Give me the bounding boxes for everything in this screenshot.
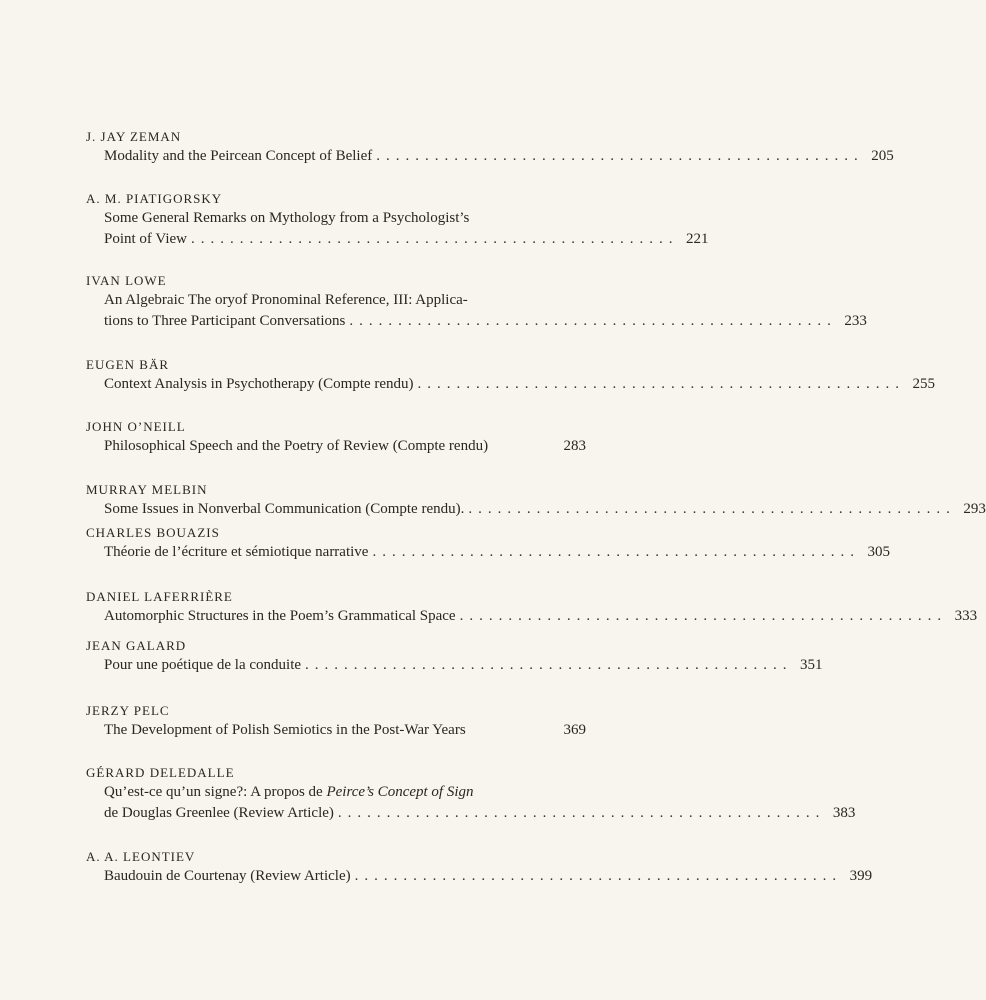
entry-title: Some Issues in Nonverbal Communication (Compte rendu). — [104, 501, 465, 517]
page-number: 305 — [867, 544, 890, 560]
page-number: 255 — [912, 376, 936, 392]
page-number: 293 — [963, 501, 986, 517]
entry-title-line — [104, 374, 936, 395]
leader-dots: .................................................. — [372, 544, 860, 560]
entry-author: A. M. PIATIGORSKY — [86, 191, 223, 206]
page-number: 233 — [844, 313, 867, 329]
entry-title: Théorie de l’écriture et sémiotique narrative — [104, 544, 369, 560]
page-number: 283 — [563, 438, 586, 454]
page-number: 221 — [686, 231, 709, 247]
toc-entry — [86, 848, 873, 887]
entry-title: tions to Three Participant Conversations — [104, 313, 346, 329]
leader-dots: .................................................. — [191, 231, 679, 247]
entry-title-line — [104, 866, 873, 887]
entry-title: Automorphic Structures in the Poem’s Grammatical Space — [104, 608, 456, 624]
entry-title-line — [104, 606, 978, 627]
page-number: 399 — [849, 868, 873, 884]
entry-title-line — [104, 436, 586, 457]
entry-title-line — [104, 290, 586, 311]
entry-author: J. JAY ZEMAN — [86, 129, 182, 144]
page-number: 369 — [563, 722, 586, 738]
leader-dots: .................................................. — [349, 313, 837, 329]
entry-title-text: Qu’est-ce qu’un signe?: A propos de — [104, 784, 327, 800]
entry-title: Modality and the Peircean Concept of Belief — [104, 148, 373, 164]
entry-author: GÉRARD DELEDALLE — [86, 765, 235, 780]
leader-dots: .................................................. — [376, 148, 864, 164]
entry-author: JERZY PELC — [86, 703, 170, 718]
toc-entry — [86, 764, 856, 824]
entry-title-line — [104, 229, 709, 250]
toc-entry — [86, 272, 867, 332]
toc-entry — [86, 356, 936, 395]
entry-title-line — [104, 720, 586, 741]
entry-title-line — [104, 311, 867, 332]
entry-author: IVAN LOWE — [86, 273, 167, 288]
leader-dots: .................................................. — [305, 657, 793, 673]
leader-dots: .................................................. — [337, 805, 826, 821]
toc-entry — [86, 190, 709, 250]
entry-title: Some General Remarks on Mythology from a Psychologist’s — [104, 210, 470, 226]
entry-title-line — [104, 542, 890, 563]
entry-title-italic: Peirce’s Concept of Sign — [326, 784, 474, 800]
entry-author: JOHN O’NEILL — [86, 419, 186, 434]
toc-entry — [86, 702, 586, 741]
entry-author: JEAN GALARD — [86, 638, 187, 653]
entry-title: Baudouin de Courtenay (Review Article) — [104, 868, 351, 884]
entry-title-line — [104, 803, 856, 824]
toc-entry — [86, 524, 890, 563]
entry-title-line — [104, 499, 986, 520]
entry-title-line — [104, 208, 586, 229]
entry-author: CHARLES BOUAZIS — [86, 525, 220, 540]
entry-title: Context Analysis in Psychotherapy (Compte rendu) — [104, 376, 414, 392]
entry-title: Point of View — [104, 231, 187, 247]
page-number: 383 — [832, 805, 856, 821]
entry-title-line — [104, 782, 586, 803]
entry-author: MURRAY MELBIN — [86, 482, 208, 497]
entry-title-line — [104, 655, 823, 676]
toc-entry — [86, 481, 986, 520]
entry-author: DANIEL LAFERRIÈRE — [86, 589, 233, 604]
entry-author: A. A. LEONTIEV — [86, 849, 196, 864]
leader-dots: .................................................. — [417, 376, 906, 392]
leader-dots: .................................................. — [468, 501, 956, 517]
leader-dots: .................................................. — [354, 868, 843, 884]
page-number: 205 — [871, 148, 894, 164]
page-number: 351 — [800, 657, 823, 673]
toc-entry — [86, 588, 978, 627]
entry-title-line — [104, 146, 894, 167]
toc-entry — [86, 418, 586, 457]
entry-title: Philosophical Speech and the Poetry of Review (Compte rendu) — [104, 438, 489, 454]
entry-title: An Algebraic The oryof Pronominal Reference, III: Applica- — [104, 292, 468, 308]
entry-author: EUGEN BÄR — [86, 357, 170, 372]
entry-title: The Development of Polish Semiotics in the Post-War Years — [104, 722, 466, 738]
toc-entry — [86, 128, 894, 167]
entry-title — [104, 782, 586, 803]
entry-title: de Douglas Greenlee (Review Article) — [104, 805, 334, 821]
entry-title: Pour une poétique de la conduite — [104, 657, 302, 673]
page-number: 333 — [954, 608, 978, 624]
leader-dots: .................................................. — [459, 608, 948, 624]
toc-entry — [86, 637, 823, 676]
